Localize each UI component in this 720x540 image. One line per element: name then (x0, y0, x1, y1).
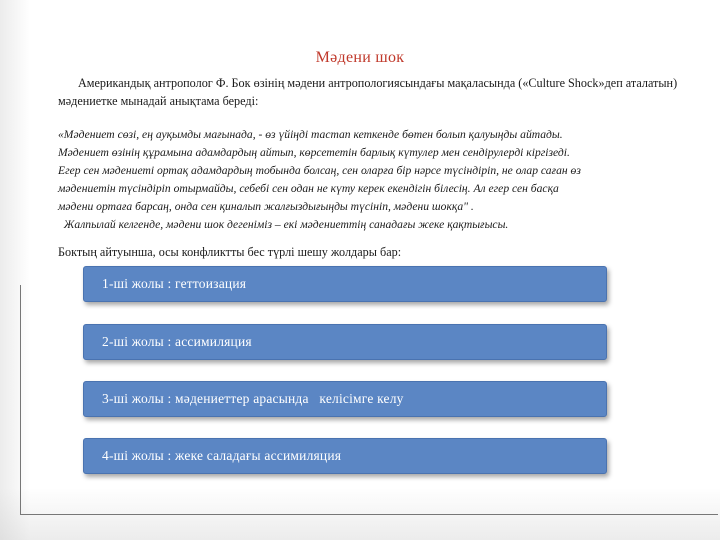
quote-line: «Мәдениет сөзі, ең ауқымды мағынада, - өз үйіңді тастап кеткенде бөтен болып қалуыңды айтады. (58, 128, 563, 141)
step-label: 1-ші жолы : геттоизация (102, 276, 247, 291)
quote-line: Жалпылай келгенде, мәдени шок дегеніміз – екі мәдениеттің санадағы жеке қақтығысы. (58, 218, 509, 231)
step-1-box (83, 266, 607, 302)
quote-line: мәдениетін түсіндіріп отырмайды, себебі сен одан не күту керек екендігін білесің. Ал егер сен басқа (58, 182, 559, 195)
step-4-box (83, 438, 607, 474)
step-label: 4-ші жолы : жеке саладағы ассимиляция (102, 448, 342, 463)
step-label: 3-ші жолы : мәдениеттер арасында келісімге келу (102, 391, 404, 406)
quote-line: мәдени ортаға барсаң, онда сен қиналып жалғыздығыңды түсініп, мәдени шокқа" . (58, 200, 474, 213)
lead-sentence: Боктың айтуынша, осы конфликтты бес түрлі шешу жолдары бар: (58, 245, 402, 259)
step-2-box (83, 324, 607, 360)
quote-line: Егер сен мәдениеті ортақ адамдардың тобында болсаң, сен оларға бір нәрсе түсіндіріп, не олар саған өз (58, 164, 581, 177)
intro-paragraph: Американдық антрополог Ф. Бок өзінің мәдени антропологиясындағы мақаласында («Culture Shock»деп аталатын) мәдениетке мынадай анықтама береді: (58, 76, 678, 108)
quote-paragraph (58, 126, 686, 234)
page-title: Мәдени шок (315, 49, 405, 66)
quote-line: Мәдениет өзінің құрамына адамдардың айтып, көрсететін барлық күтулер мен сендірулерді кіргізеді. (58, 146, 570, 159)
step-3-box (83, 381, 607, 417)
step-label: 2-ші жолы : ассимиляция (102, 334, 252, 349)
